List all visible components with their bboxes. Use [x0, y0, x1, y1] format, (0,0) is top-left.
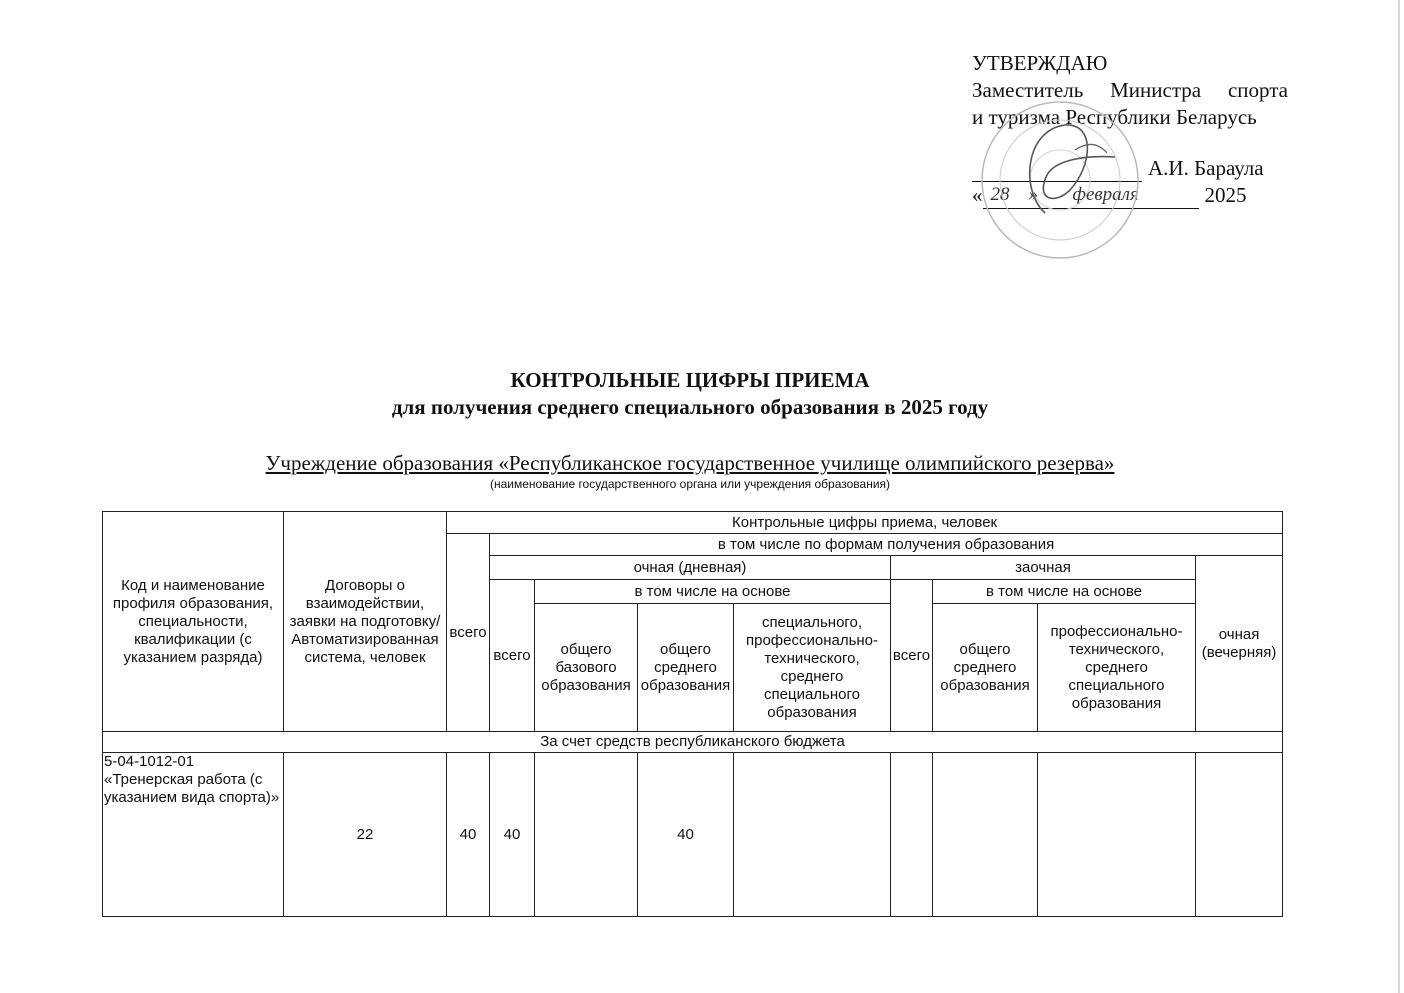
- date-open-quote: «: [972, 183, 983, 207]
- position-word: Заместитель: [972, 78, 1084, 102]
- signatory-name: А.И. Бараула: [1148, 156, 1264, 180]
- cell-fulltime-basic: [535, 753, 638, 917]
- cell-fulltime-secondary: 40: [638, 753, 734, 917]
- signature-row: [972, 155, 1288, 182]
- header-correspondence-secondary: общего среднего образования: [933, 604, 1038, 732]
- cell-evening: [1196, 753, 1283, 917]
- cell-correspondence-secondary: [933, 753, 1038, 917]
- approver-position-line2: и туризма Республики Беларусь: [972, 105, 1257, 129]
- header-row-1: [103, 512, 1283, 534]
- header-profile: Код и наименование профиля образования, специальности, квалификации (с указанием разряда): [103, 512, 284, 732]
- date-day: 28: [990, 184, 1010, 205]
- date-year: 2025: [1204, 183, 1247, 207]
- header-control-figures: Контрольные цифры приема, человек: [447, 512, 1283, 534]
- cell-fulltime-total: 40: [490, 753, 535, 917]
- profile-code: 5-04-1012-01: [104, 753, 195, 770]
- section-row: [103, 732, 1283, 753]
- header-correspondence-total: всего: [891, 580, 933, 732]
- header-correspondence-based-on: в том числе на основе: [933, 580, 1196, 604]
- institution-name-text: Учреждение образования «Республиканское государственное училище олимпийского резерва»: [265, 451, 1115, 475]
- profile-name: «Тренерская работа (с указанием вида спорта)»: [104, 771, 280, 806]
- header-fulltime-special: специального, профессионально-технического, среднего специального образования: [734, 604, 891, 732]
- approval-date: [972, 182, 1288, 209]
- cell-total: 40: [447, 753, 490, 917]
- header-evening: очная (вечерняя): [1196, 556, 1283, 732]
- table-row: [103, 753, 1283, 917]
- cell-correspondence-total: [891, 753, 933, 917]
- cell-fulltime-special: [734, 753, 891, 917]
- cell-profile: [103, 753, 284, 917]
- date-month: февраля: [1072, 184, 1139, 205]
- admission-table: [102, 511, 1283, 917]
- cell-contracts: 22: [284, 753, 447, 917]
- document-subtitle: для получения среднего специального образования в 2025 году: [391, 395, 989, 419]
- scan-edge: [1398, 0, 1400, 993]
- approve-word: УТВЕРЖДАЮ: [972, 51, 1108, 75]
- institution-name: [0, 451, 1380, 476]
- header-fulltime-basic: общего базового образования: [535, 604, 638, 732]
- position-word: спорта: [1227, 78, 1288, 102]
- institution-caption: (наименование государственного органа или учреждения образования): [489, 477, 891, 491]
- document-title: КОНТРОЛЬНЫЕ ЦИФРЫ ПРИЕМА: [510, 368, 870, 392]
- position-word: Министра: [1110, 78, 1202, 102]
- header-correspondence-vocational: профессионально-технического, среднего специального образования: [1038, 604, 1196, 732]
- header-fulltime-secondary: общего среднего образования: [638, 604, 734, 732]
- header-fulltime: очная (дневная): [490, 556, 891, 580]
- approval-block: [972, 50, 1288, 209]
- date-close-quote: »: [1028, 184, 1038, 205]
- signature-line: [972, 159, 1142, 182]
- header-contracts: Договоры о взаимодействии, заявки на подготовку/ Автоматизированная система, человек: [284, 512, 447, 732]
- approver-position-line1: [972, 77, 1288, 104]
- header-fulltime-based-on: в том числе на основе: [535, 580, 891, 604]
- header-correspondence: заочная: [891, 556, 1196, 580]
- header-total: всего: [447, 534, 490, 732]
- section-republican-budget: За счет средств республиканского бюджета: [103, 732, 1283, 753]
- header-fulltime-total: всего: [490, 580, 535, 732]
- header-by-forms: в том числе по формам получения образования: [490, 534, 1283, 556]
- date-handwritten: [983, 186, 1199, 209]
- cell-correspondence-vocational: [1038, 753, 1196, 917]
